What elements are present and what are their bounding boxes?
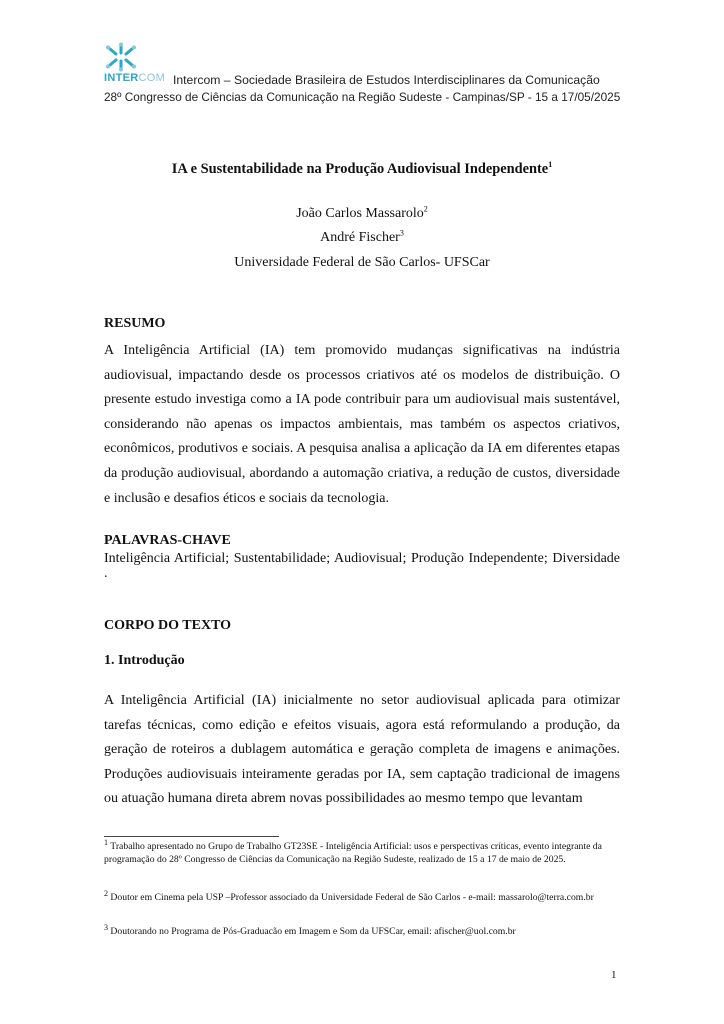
footnote-ref: 3 xyxy=(399,228,404,238)
page-number: 1 xyxy=(611,969,617,981)
footnote-1: $^1$ Trabalho apresentado no Grupo de Trabalho GT23SE - Inteligência Artificial: usos e perspectivas críticas, evento integrante da programação do 28º Congresso de Ciências da Comunicação na Região Sudeste, realizado de 15 a 17 de maio de 2025. xyxy=(104,837,602,865)
author-1: João Carlos Massarolo$^2$ xyxy=(296,204,428,221)
header-congress-line: 28º Congresso de Ciências da Comunicação na Região Sudeste - Campinas/SP - 15 a 17/05/2025 xyxy=(104,90,621,104)
footnote-3: $^3$ Doutorando no Programa de Pós-Graduacão em Imagem e Som da UFSCar, email: afischer@uol.com.br xyxy=(104,922,516,937)
body-paragraph: A Inteligência Artificial (IA) inicialmente no setor audiovisual aplicada para otimizar tarefas técnicas, como edição e efeitos visuais, agora está reformulando a produção, da geração de roteiros a dublagem automática e geração completa de imagens e animações. Produções audiovisuais inteiramente geradas por IA, sem captação tradicional de imagens ou atuação humana direta abrem novas possibilidades ao mesmo tempo que levantam xyxy=(104,693,620,807)
abstract-heading: RESUMO xyxy=(104,316,166,331)
keywords-text: Inteligência Artificial; Sustentabilidade; Audiovisual; Produção Independente; Diversidade . xyxy=(104,551,620,581)
affiliation: Universidade Federal de São Carlos- UFSCar xyxy=(234,255,490,270)
paper-title: IA e Sustentabilidade na Produção Audiovisual Independente$^1$ xyxy=(171,160,553,177)
author-2: André Fischer$^3$ xyxy=(320,228,404,245)
abstract-text: A Inteligência Artificial (IA) tem promovido mudanças significativas na indústria audiovisual, impactando desde os processos criativos até os modelos de distribuição. O presente estudo investiga como a IA pode contribuir para um audiovisual mais sustentável, considerando não apenas os impactos ambientais, mas também os aspectos criativos, econômicos, produtivos e sociais. A pesquisa analisa a aplicação da IA em diferentes etapas da produção audiovisual, abordando a automação criativa, a redução de custos, diversidade e inclusão e desafios éticos e sociais da tecnologia. xyxy=(104,343,620,506)
starburst-icon xyxy=(104,42,138,72)
logo-wordmark: INTERCOM xyxy=(104,72,166,84)
footnote-2: $^2$ Doutor em Cinema pela USP –Professor associado da Universidade Federal de São Carlos - e-mail: massarolo@terra.com.br xyxy=(104,888,594,903)
header-society-line: Intercom – Sociedade Brasileira de Estudos Interdisciplinares da Comunicação xyxy=(173,73,600,87)
keywords-heading: PALAVRAS-CHAVE xyxy=(104,533,231,548)
footnote-ref: 1 xyxy=(548,160,553,170)
footnote-ref: 2 xyxy=(423,204,428,214)
section-heading: 1. Introdução xyxy=(104,653,185,668)
body-heading: CORPO DO TEXTO xyxy=(104,618,232,633)
footnote-divider xyxy=(104,836,279,837)
